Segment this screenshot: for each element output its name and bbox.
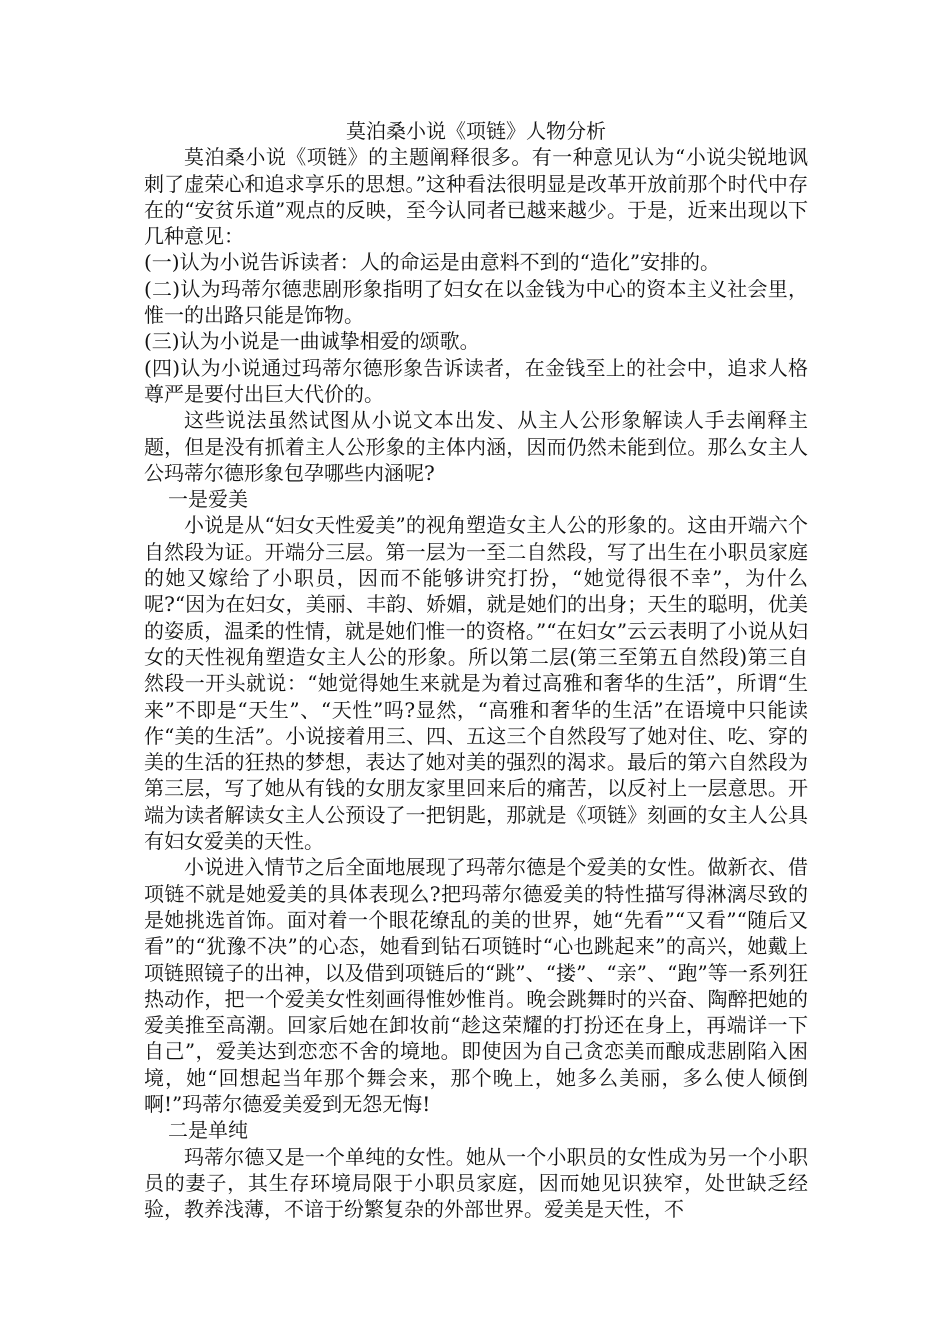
opinion-item-4: (四)认为小说通过玛蒂尔德形象告诉读者，在金钱至上的社会中，追求人格尊严是要付出巨大代价的。 — [144, 355, 808, 406]
opinion-item-2: (二)认为玛蒂尔德悲剧形象指明了妇女在以金钱为中心的资本主义社会里，惟一的出路只能是饰物。 — [144, 276, 808, 328]
document-title: 莫泊桑小说《项链》人物分析 — [346, 119, 606, 143]
transition-paragraph: 这些说法虽然试图从小说文本出发、从主人公形象解读人手去阐释主题，但是没有抓着主人公形象的主体内涵，因而仍然未能到位。那么女主人公玛蒂尔德形象包孕哪些内涵呢? — [144, 408, 808, 485]
section-heading-beauty: 一是爱美 — [168, 487, 248, 512]
intro-paragraph: 莫泊桑小说《项链》的主题阐释很多。有一种意见认为“小说尖锐地讽刺了虚荣心和追求享乐的思想。”这种看法很明显是改革开放前那个时代中存在的“安贫乐道”观点的反映，至今认同者已越来越少。于是，近来出现以下几种意见： — [144, 145, 808, 249]
opinion-item-1: (一)认为小说告诉读者：人的命运是由意料不到的“造化”安排的。 — [144, 250, 721, 275]
section1-paragraph-2: 小说进入情节之后全面地展现了玛蒂尔德是个爱美的女性。做新衣、借项链不就是她爱美的具体表现么?把玛蒂尔德爱美的特性描写得淋漓尽致的是她挑选首饰。面对着一个眼花缭乱的美的世界，她“先看”“又看”“随后又看”的“犹豫不决”的心态，她看到钻石项链时“心也跳起来”的高兴，她戴上项链照镜子的出神，以及借到项链后的“跳”、“搂”、“亲”、“跑”等一系列狂热动作，把一个爱美女性刻画得惟妙惟肖。晚会跳舞时的兴奋、陶醉把她的爱美推至高潮。回家后她在卸妆前“趁这荣耀的打扮还在身上，再端详一下自己”，爱美达到恋恋不舍的境地。即使因为自己贪恋美而酿成悲剧陷入困境，她“回想起当年那个舞会来，那个晚上，她多么美丽，多么使人倾倒啊!”玛蒂尔德爱美爱到无怨无悔! — [144, 855, 808, 1116]
section2-paragraph-1: 玛蒂尔德又是一个单纯的女性。她从一个小职员的女性成为另一个小职员的妻子，其生存环境局限于小职员家庭，因而她见识狭窄，处世缺乏经验，教养浅薄，不谙于纷繁复杂的外部世界。爱美是天性，不 — [144, 1144, 808, 1222]
section1-paragraph-1: 小说是从“妇女天性爱美”的视角塑造女主人公的形象的。这由开端六个自然段为证。开端分三层。第一层为一至二自然段，写了出生在小职员家庭的她又嫁给了小职员，因而不能够讲究打扮，“她觉得很不幸”，为什么呢?“因为在妇女，美丽、丰韵、娇媚，就是她们的出身；天生的聪明，优美的姿质，温柔的性情，就是她们惟一的资格。”“在妇女”云云表明了小说从妇女的天性视角塑造女主人公的形象。所以第二层(第三至第五自然段)第三自然段一开头就说：“她觉得她生来就是为着过高雅和奢华的生活”，所谓“生来”不即是“天生”、“天性”吗?显然，“高雅和奢华的生活”在语境中只能读作“美的生活”。小说接着用三、四、五这三个自然段写了她对住、吃、穿的美的生活的狂热的梦想，表达了她对美的强烈的渴求。最后的第六自然段为第三层，写了她从有钱的女朋友家里回来后的痛苦，以反衬上一层意思。开端为读者解读女主人公预设了一把钥匙，那就是《项链》刻画的女主人公具有妇女爱美的天性。 — [144, 513, 808, 854]
section-heading-simplicity: 二是单纯 — [168, 1118, 248, 1143]
document-page — [144, 118, 808, 1222]
opinion-item-3: (三)认为小说是一曲诚挚相爱的颂歌。 — [144, 329, 480, 354]
